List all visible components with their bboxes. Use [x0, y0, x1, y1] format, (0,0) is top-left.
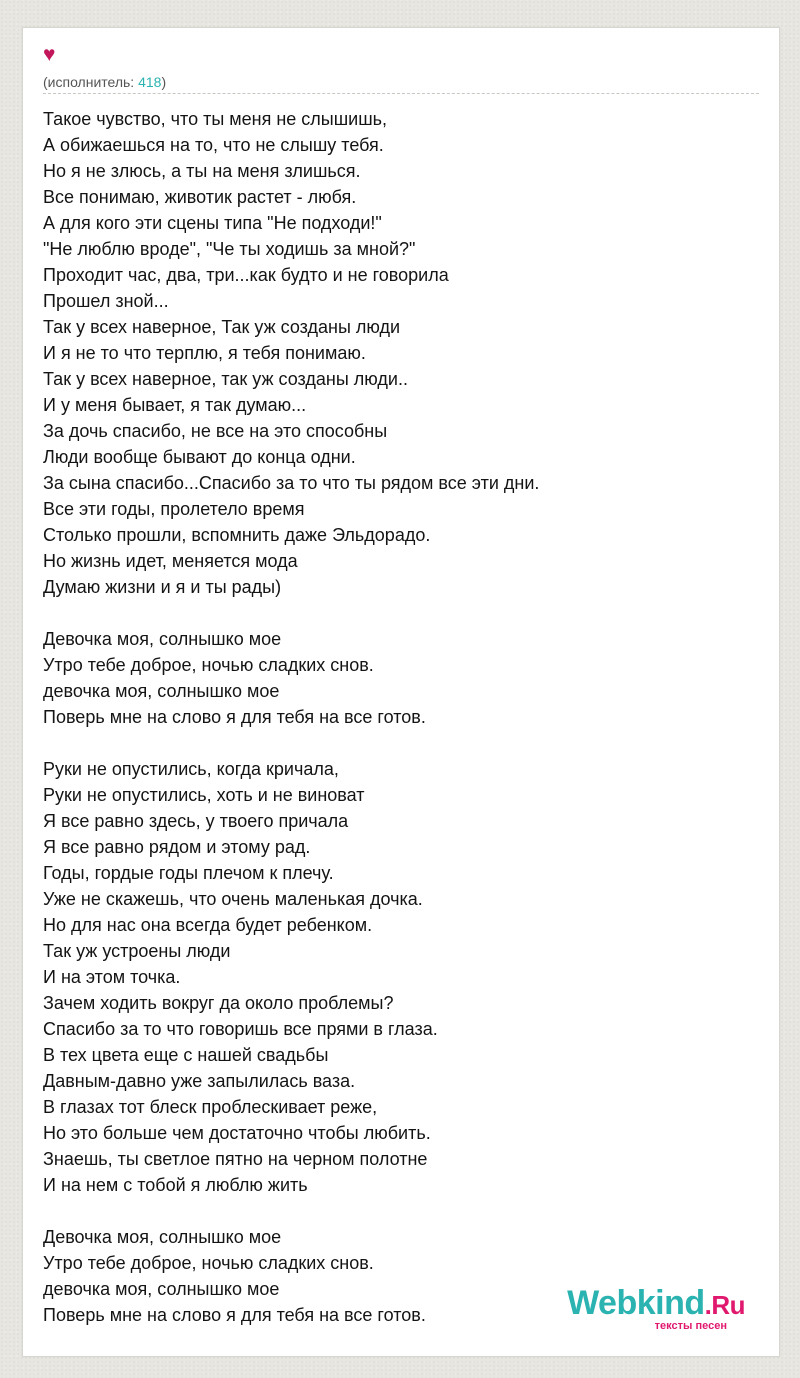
- lyrics-stanza: [43, 626, 763, 730]
- lyrics-line: Все понимаю, животик растет - любя.: [43, 187, 357, 207]
- lyrics-line: Годы, гордые годы плечом к плечу.: [43, 863, 334, 883]
- lyrics-line: В тех цвета еще с нашей свадьбы: [43, 1045, 329, 1065]
- lyrics-line: И я не то что терплю, я тебя понимаю.: [43, 343, 366, 363]
- lyrics-line: Руки не опустились, когда кричала,: [43, 759, 339, 779]
- lyrics-line: Спасибо за то что говоришь все прями в глаза.: [43, 1019, 438, 1039]
- lyrics-line: За сына спасибо...Спасибо за то что ты рядом все эти дни.: [43, 473, 540, 493]
- lyrics-line: девочка моя, солнышко мое: [43, 681, 280, 701]
- lyrics-line: Но жизнь идет, меняется мода: [43, 551, 298, 571]
- lyrics-card: [22, 27, 780, 1357]
- lyrics-line: Поверь мне на слово я для тебя на все готов.: [43, 707, 426, 727]
- heart-icon: ♥: [43, 43, 56, 66]
- lyrics-line: И на нем с тобой я люблю жить: [43, 1175, 308, 1195]
- lyrics-line: За дочь спасибо, не все на это способны: [43, 421, 388, 441]
- lyrics-line: И на этом точка.: [43, 967, 181, 987]
- lyrics-line: Но я не злюсь, а ты на меня злишься.: [43, 161, 361, 181]
- lyrics-line: Столько прошли, вспомнить даже Эльдорадо.: [43, 525, 431, 545]
- logo-subtitle: тексты песен: [654, 1320, 727, 1332]
- lyrics-line: Давным-давно уже запылилась ваза.: [43, 1071, 356, 1091]
- lyrics-line: Девочка моя, солнышко мое: [43, 1227, 282, 1247]
- header-divider: [43, 93, 759, 94]
- lyrics-line: Утро тебе доброе, ночью сладких снов.: [43, 1253, 374, 1273]
- lyrics-line: Знаешь, ты светлое пятно на черном полотне: [43, 1149, 428, 1169]
- lyrics-line: Так у всех наверное, так уж созданы люди..: [43, 369, 408, 389]
- lyrics-line: "Не люблю вроде", "Че ты ходишь за мной?": [43, 239, 416, 259]
- lyrics-line: А для кого эти сцены типа "Не подходи!": [43, 213, 382, 233]
- lyrics-line: Я все равно здесь, у твоего причала: [43, 811, 349, 831]
- meta-prefix: (исполнитель:: [43, 74, 139, 90]
- lyrics-stanza: [43, 756, 763, 1198]
- lyrics-line: Я все равно рядом и этому рад.: [43, 837, 311, 857]
- lyrics-line: Зачем ходить вокруг да около проблемы?: [43, 993, 394, 1013]
- site-logo[interactable]: [567, 1285, 745, 1332]
- lyrics-line: Проходит час, два, три...как будто и не говорила: [43, 265, 449, 285]
- logo-main-text: Webkind: [567, 1284, 705, 1322]
- artist-count-link[interactable]: 418: [138, 74, 162, 90]
- lyrics-line: В глазах тот блеск проблескивает реже,: [43, 1097, 378, 1117]
- artist-meta: [43, 73, 166, 91]
- lyrics-line: Но это больше чем достаточно чтобы любить.: [43, 1123, 431, 1143]
- lyrics-line: Руки не опустились, хоть и не виноват: [43, 785, 365, 805]
- lyrics-line: И у меня бывает, я так думаю...: [43, 395, 307, 415]
- lyrics-line: девочка моя, солнышко мое: [43, 1279, 280, 1299]
- lyrics-line: Так у всех наверное, Так уж созданы люди: [43, 317, 401, 337]
- lyrics-line: Так уж устроены люди: [43, 941, 231, 961]
- lyrics-line: Прошел зной...: [43, 291, 169, 311]
- lyrics-line: Такое чувство, что ты меня не слышишь,: [43, 109, 388, 129]
- logo-wordmark: [567, 1285, 745, 1323]
- lyrics-line: А обижаешься на то, что не слышу тебя.: [43, 135, 384, 155]
- lyrics-line: Девочка моя, солнышко мое: [43, 629, 282, 649]
- logo-tld: .Ru: [704, 1290, 745, 1320]
- lyrics-line: Поверь мне на слово я для тебя на все готов.: [43, 1305, 426, 1325]
- meta-suffix: ): [161, 74, 167, 90]
- lyrics-stanza: [43, 106, 763, 600]
- lyrics-text: [43, 106, 763, 1354]
- lyrics-line: Все эти годы, пролетело время: [43, 499, 305, 519]
- lyrics-line: Но для нас она всегда будет ребенком.: [43, 915, 373, 935]
- lyrics-line: Люди вообще бывают до конца одни.: [43, 447, 356, 467]
- lyrics-line: Уже не скажешь, что очень маленькая дочка.: [43, 889, 423, 909]
- lyrics-line: Думаю жизни и я и ты рады): [43, 577, 282, 597]
- lyrics-line: Утро тебе доброе, ночью сладких снов.: [43, 655, 374, 675]
